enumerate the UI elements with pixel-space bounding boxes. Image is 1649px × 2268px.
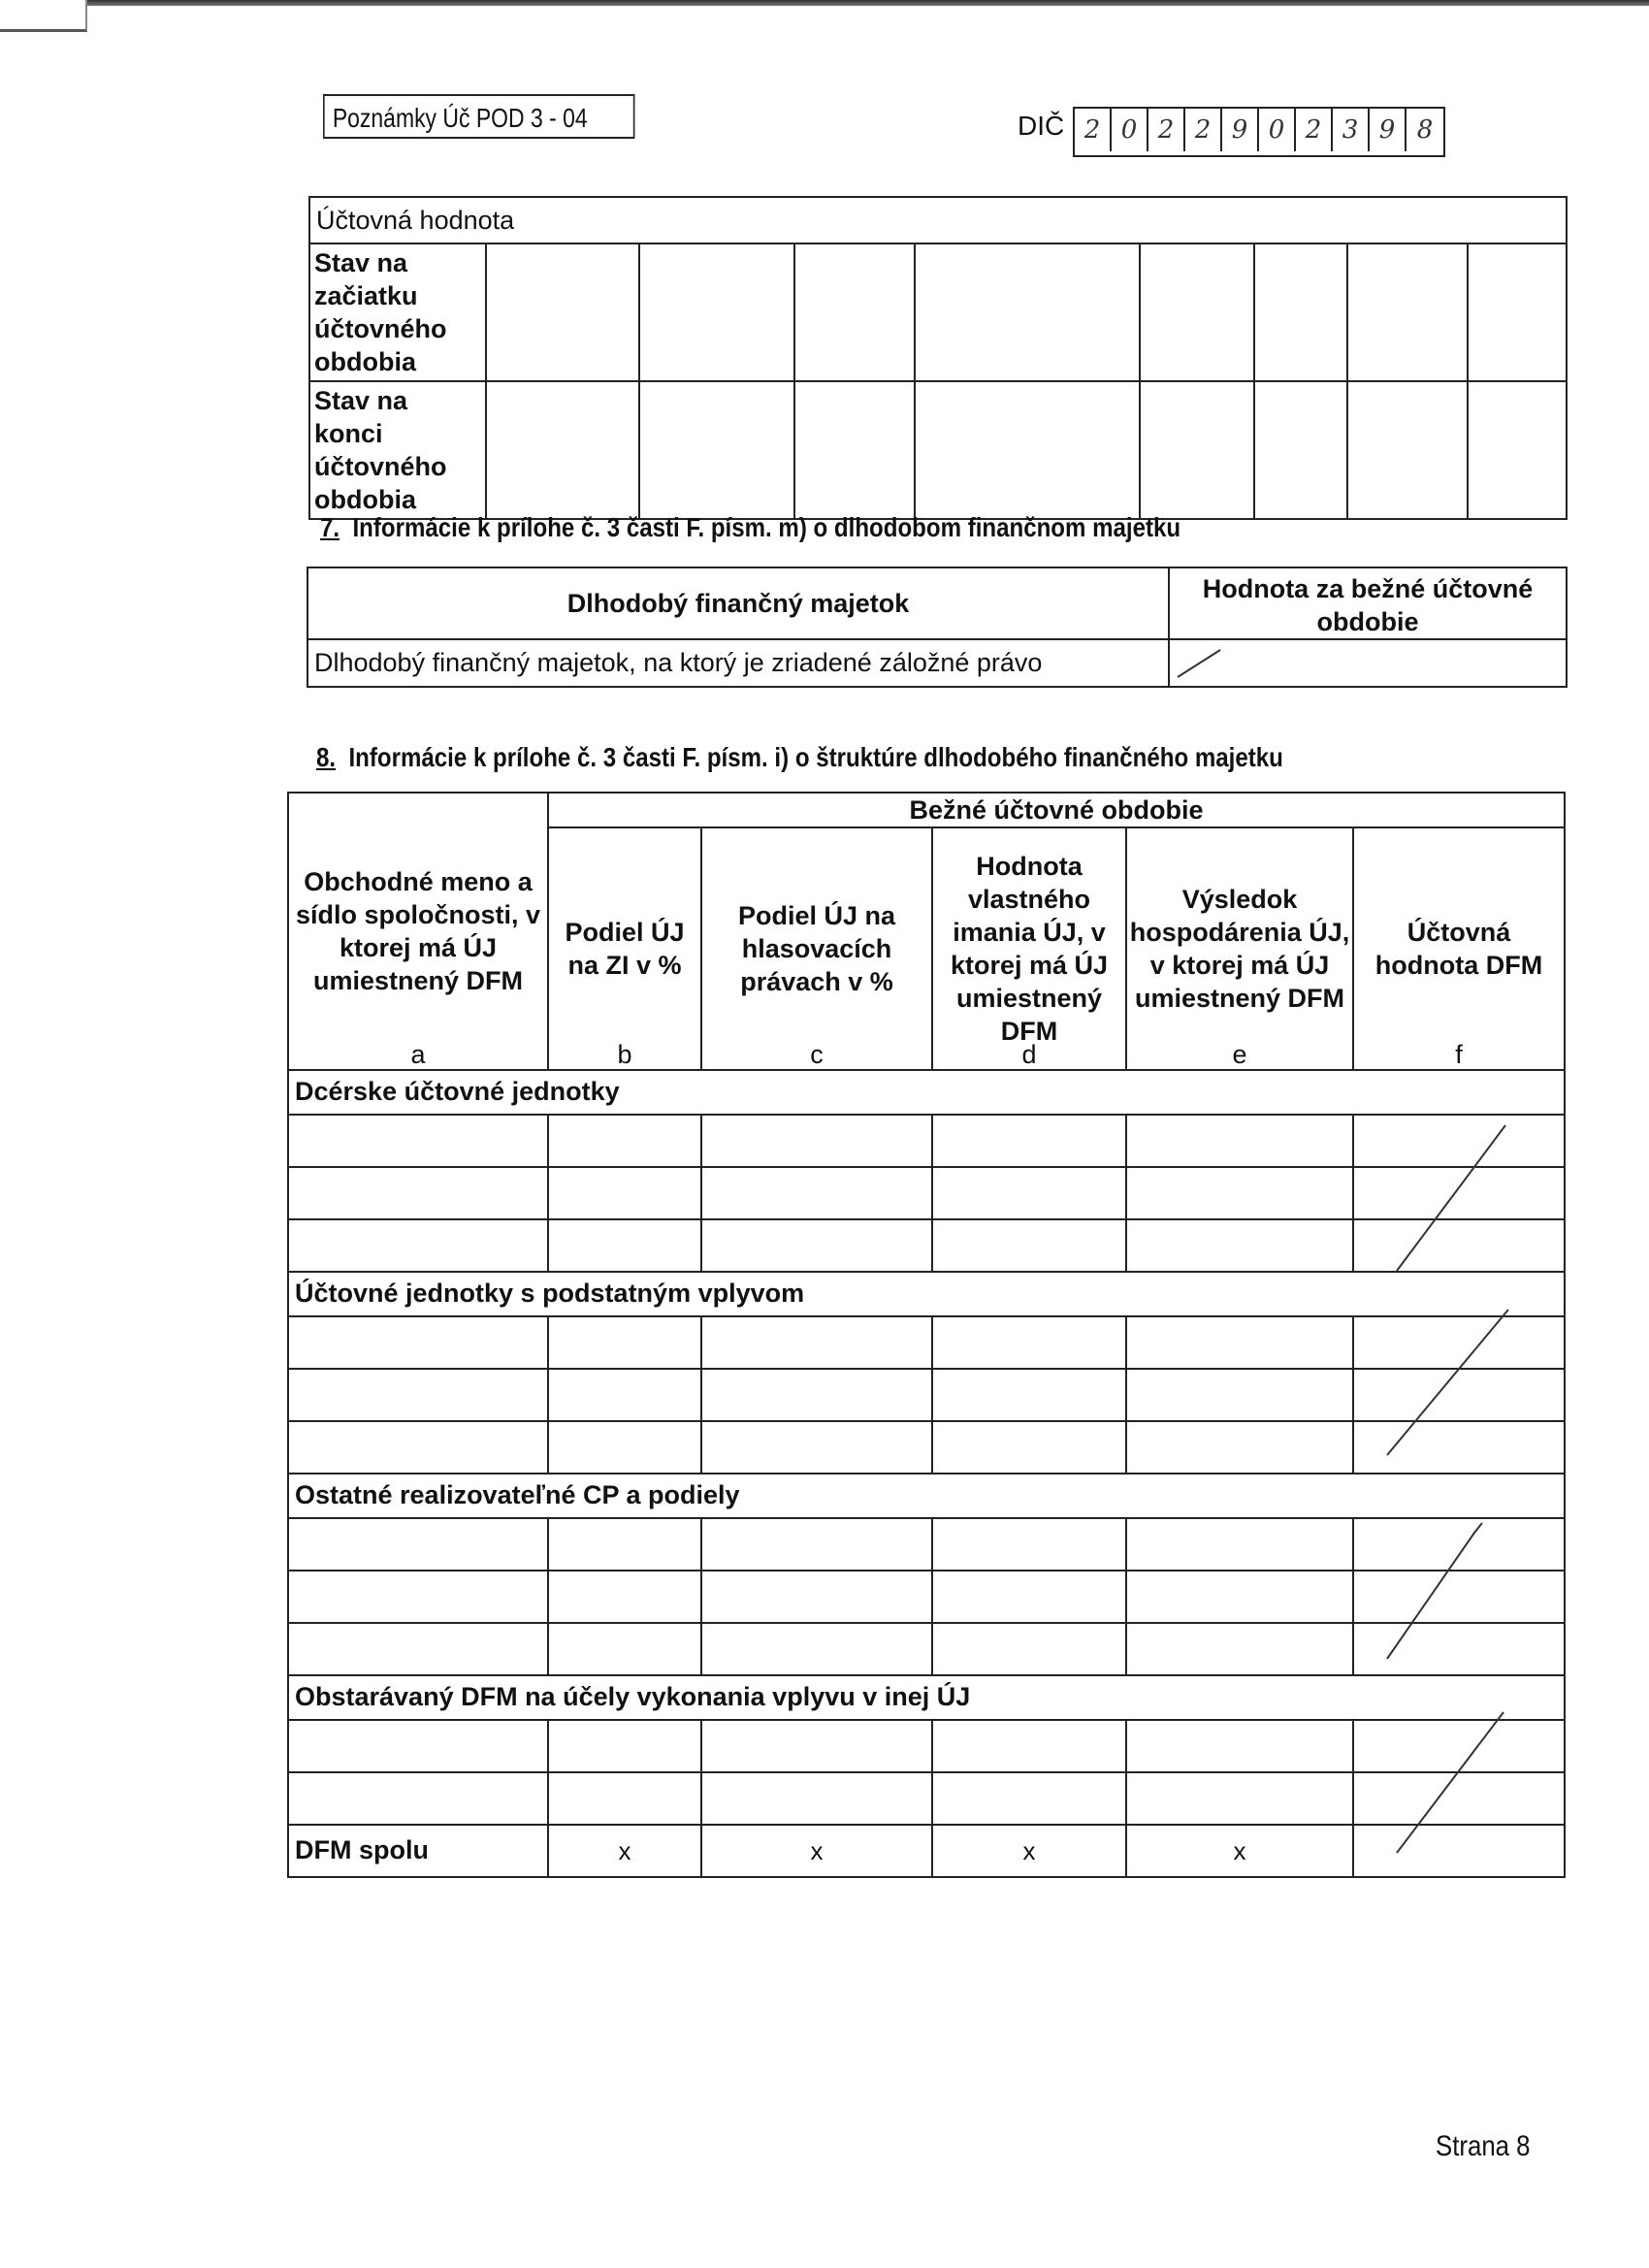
input-cell[interactable] [701,1316,932,1369]
input-cell[interactable] [288,1421,548,1474]
input-cell[interactable] [701,1421,932,1474]
input-cell[interactable] [288,1772,548,1825]
input-cell[interactable] [1140,381,1254,519]
dic-digit: 0 [1112,109,1148,151]
input-cell[interactable] [701,1518,932,1571]
input-cell[interactable] [288,1316,548,1369]
input-cell[interactable] [1353,1518,1565,1571]
section-7-title: 7. Informácie k prílohe č. 3 časti F. písm. m) o dlhodobom finančnom majetku [320,512,1181,542]
input-cell[interactable] [1353,1219,1565,1272]
total-c: x [701,1825,932,1877]
dic-digit: 9 [1370,109,1406,151]
input-cell[interactable] [639,243,794,381]
pledged-dfm-value[interactable] [1169,639,1567,687]
input-cell[interactable] [288,1167,548,1219]
input-cell[interactable] [932,1623,1126,1675]
input-cell[interactable] [1126,1369,1353,1421]
input-cell[interactable] [932,1772,1126,1825]
total-d: x [932,1825,1126,1877]
input-cell[interactable] [1347,243,1468,381]
input-cell[interactable] [794,381,915,519]
input-cell[interactable] [548,1219,701,1272]
input-cell[interactable] [701,1720,932,1772]
input-cell[interactable] [701,1623,932,1675]
col-header-dfm: Dlhodobý finančný majetok [307,567,1169,639]
input-cell[interactable] [1347,381,1468,519]
input-cell[interactable] [701,1167,932,1219]
dic-digit: 8 [1416,115,1434,145]
input-cell[interactable] [548,1167,701,1219]
dic-digit: 9 [1222,109,1259,151]
section-7-table [307,567,1568,688]
input-cell[interactable] [486,381,639,519]
input-cell[interactable] [1353,1115,1565,1167]
input-cell[interactable] [932,1571,1126,1623]
input-cell[interactable] [548,1623,701,1675]
input-cell[interactable] [288,1518,548,1571]
input-cell[interactable] [932,1369,1126,1421]
book-value-title: Účtovná hodnota [309,197,1567,243]
form-code-box [323,94,634,139]
input-cell[interactable] [1126,1720,1353,1772]
input-cell[interactable] [1353,1316,1565,1369]
group-acquired-dfm: Obstarávaný DFM na účely vykonania vplyvu v inej ÚJ [288,1675,1565,1720]
input-cell[interactable] [1126,1518,1353,1571]
input-cell[interactable] [915,381,1140,519]
input-cell[interactable] [288,1571,548,1623]
input-cell[interactable] [932,1219,1126,1272]
strike-mark [1172,642,1230,681]
input-cell[interactable] [288,1219,548,1272]
input-cell[interactable] [548,1421,701,1474]
col-header-c: Podiel ÚJ na hlasovacích právach v % c [701,827,932,1070]
form-code: Poznámky Úč POD 3 - 04 [332,103,588,133]
total-e: x [1126,1825,1353,1877]
input-cell[interactable] [1468,381,1567,519]
page-number: Strana 8 [1436,2130,1531,2162]
input-cell[interactable] [486,243,639,381]
section-8-table [287,792,1566,1878]
pledged-dfm-label: Dlhodobý finančný majetok, na ktorý je zriadené záložné právo [307,639,1169,687]
input-cell[interactable] [701,1369,932,1421]
input-cell[interactable] [701,1772,932,1825]
input-cell[interactable] [1254,243,1347,381]
input-cell[interactable] [548,1316,701,1369]
input-cell[interactable] [1468,243,1567,381]
input-cell[interactable] [932,1720,1126,1772]
input-cell[interactable] [288,1623,548,1675]
input-cell[interactable] [1126,1316,1353,1369]
col-header-d: Hodnota vlastného imania ÚJ, v ktorej má ÚJ umiestnený DFM d [932,827,1126,1070]
input-cell[interactable] [1140,243,1254,381]
input-cell[interactable] [1353,1421,1565,1474]
dic-digit: 2 [1075,109,1112,151]
col-header-b: Podiel ÚJ na ZI v % b [548,827,701,1070]
input-cell[interactable] [1126,1219,1353,1272]
row-label-start: Stav na začiatku účtovného obdobia [309,243,486,381]
input-cell[interactable] [548,1115,701,1167]
input-cell[interactable] [794,243,915,381]
input-cell[interactable] [1126,1571,1353,1623]
dic-digit: 2 [1185,109,1222,151]
input-cell[interactable] [548,1772,701,1825]
total-label: DFM spolu [288,1825,548,1877]
dic-label: DIČ [1018,111,1065,141]
group-other-securities: Ostatné realizovateľné CP a podiely [288,1474,1565,1518]
input-cell[interactable] [932,1421,1126,1474]
input-cell[interactable] [548,1369,701,1421]
input-cell[interactable] [548,1720,701,1772]
input-cell[interactable] [1126,1623,1353,1675]
input-cell[interactable] [1126,1115,1353,1167]
input-cell[interactable] [288,1720,548,1772]
row-label-end: Stav na konci účtovného obdobia [309,381,486,519]
input-cell[interactable] [1353,1571,1565,1623]
col-header-value: Hodnota za bežné účtovné obdobie [1169,567,1567,639]
dic-digit: 0 [1259,109,1296,151]
input-cell[interactable] [1126,1421,1353,1474]
input-cell[interactable] [701,1571,932,1623]
input-cell[interactable] [1254,381,1347,519]
section-8-title: 8. Informácie k prílohe č. 3 časti F. písm. i) o štruktúre dlhodobého finančného majetku [316,742,1283,772]
book-value-table [308,196,1568,520]
input-cell[interactable] [932,1518,1126,1571]
group-significant-influence: Účtovné jednotky s podstatným vplyvom [288,1272,1565,1316]
input-cell[interactable] [288,1115,548,1167]
input-cell[interactable] [1353,1623,1565,1675]
col-header-e: Výsledok hospodárenia ÚJ, v ktorej má ÚJ umiestnený DFM e [1126,827,1353,1070]
input-cell[interactable] [701,1219,932,1272]
scan-edge [0,0,1649,14]
input-cell[interactable] [1353,1720,1565,1772]
input-cell[interactable] [932,1167,1126,1219]
input-cell[interactable] [1353,1369,1565,1421]
input-cell[interactable] [548,1571,701,1623]
period-header: Bežné účtovné obdobie [548,793,1565,827]
input-cell[interactable] [915,243,1140,381]
input-cell[interactable] [932,1115,1126,1167]
dic-boxes [1073,107,1445,157]
input-cell[interactable] [1353,1167,1565,1219]
input-cell[interactable] [701,1115,932,1167]
input-cell[interactable] [932,1316,1126,1369]
dic-digit: 2 [1148,109,1185,151]
input-cell[interactable] [1353,1772,1565,1825]
col-header-a: Obchodné meno a sídlo spoločnosti, v ktorej má ÚJ umiestnený DFM a [288,793,548,1070]
input-cell[interactable] [288,1369,548,1421]
total-f[interactable] [1353,1825,1565,1877]
input-cell[interactable] [1126,1772,1353,1825]
dic-digit: 3 [1333,109,1370,151]
input-cell[interactable] [1126,1167,1353,1219]
input-cell[interactable] [639,381,794,519]
total-b: x [548,1825,701,1877]
col-header-f: Účtovná hodnota DFM f [1353,827,1565,1070]
dic-digit: 2 [1296,109,1333,151]
group-subsidiaries: Dcérske účtovné jednotky [288,1070,1565,1115]
input-cell[interactable] [548,1518,701,1571]
